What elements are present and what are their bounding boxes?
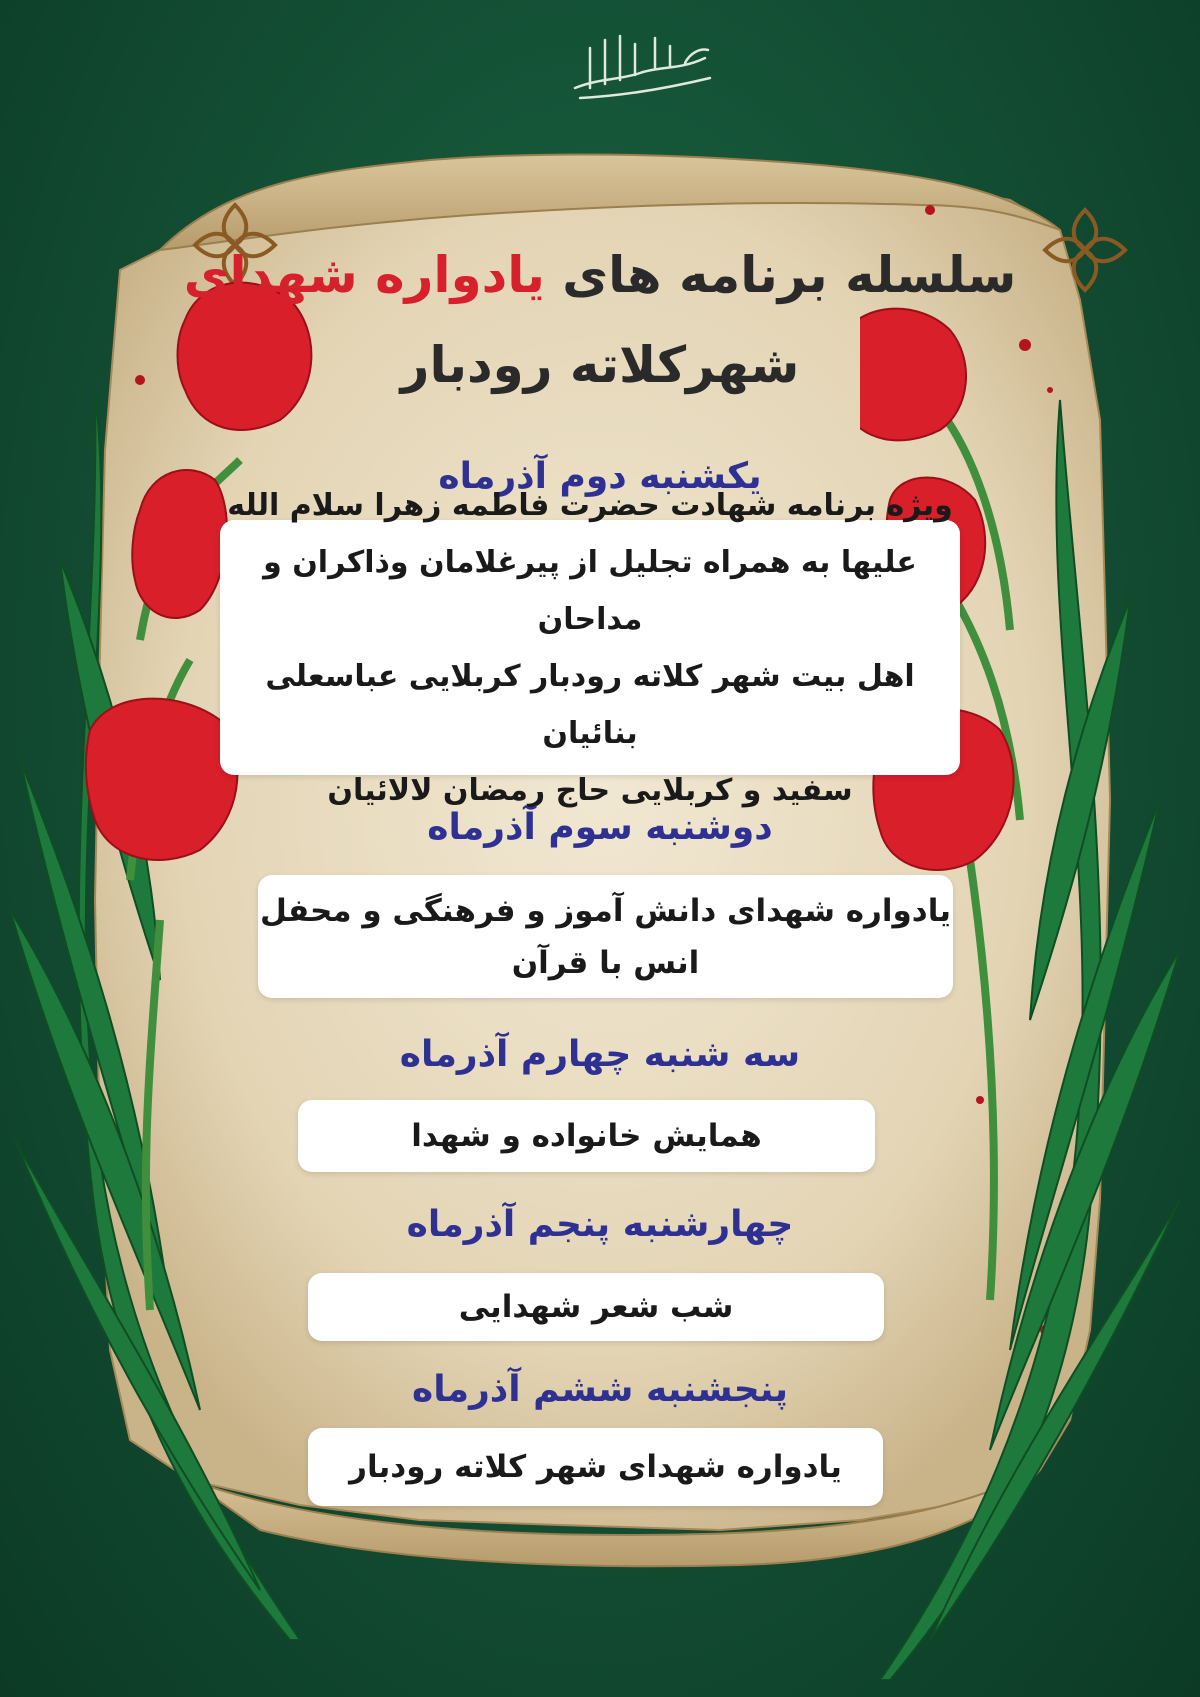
page-title-line2: شهرکلاته رودبار bbox=[400, 336, 800, 394]
event-box-4 bbox=[308, 1273, 884, 1341]
event-box-5 bbox=[308, 1428, 883, 1506]
event-2-line-1: یادواره شهدای دانش آموز و فرهنگی و محفل bbox=[260, 892, 951, 929]
event-1-line-3: اهل بیت شهر کلاته رودبار کربلایی عباسعلی بنائیان bbox=[265, 658, 915, 751]
day-heading-5: پنجشنبه ششم آذرماه bbox=[412, 1369, 788, 1410]
page-title-line1 bbox=[180, 240, 1020, 310]
event-2-line-2: انس با قرآن bbox=[511, 944, 700, 981]
ornament-right bbox=[1040, 205, 1130, 295]
day-heading-3: سه شنبه چهارم آذرماه bbox=[399, 1034, 801, 1075]
event-box-2 bbox=[258, 875, 953, 998]
event-4-line-1: شب شعر شهدایی bbox=[458, 1289, 734, 1325]
title-part1: سلسله برنامه های bbox=[562, 246, 1017, 304]
day-heading-1: یکشنبه دوم آذرماه bbox=[438, 456, 762, 497]
event-5-line-1: یادواره شهدای شهر کلاته رودبار bbox=[349, 1449, 842, 1485]
event-1-line-1: ویژه برنامه شهادت حضرت فاطمه زهرا سلام الله bbox=[227, 487, 953, 523]
event-box-1 bbox=[220, 487, 960, 808]
event-1-line-2: علیها به همراه تجلیل از پیرغلامان وذاکران و مداحان bbox=[263, 544, 917, 637]
day-heading-4: چهارشنبه پنجم آذرماه bbox=[406, 1204, 794, 1245]
day-heading-2: دوشنبه سوم آذرماه bbox=[427, 807, 773, 848]
event-3-line-1: همایش خانواده و شهدا bbox=[411, 1118, 762, 1154]
event-1-line-4: سفید و کربلایی حاج رمضان لالائیان bbox=[327, 772, 853, 808]
event-box-3 bbox=[298, 1100, 875, 1172]
title-highlight: یادواره شهدای bbox=[183, 246, 545, 304]
basmala-calligraphy bbox=[560, 18, 720, 108]
